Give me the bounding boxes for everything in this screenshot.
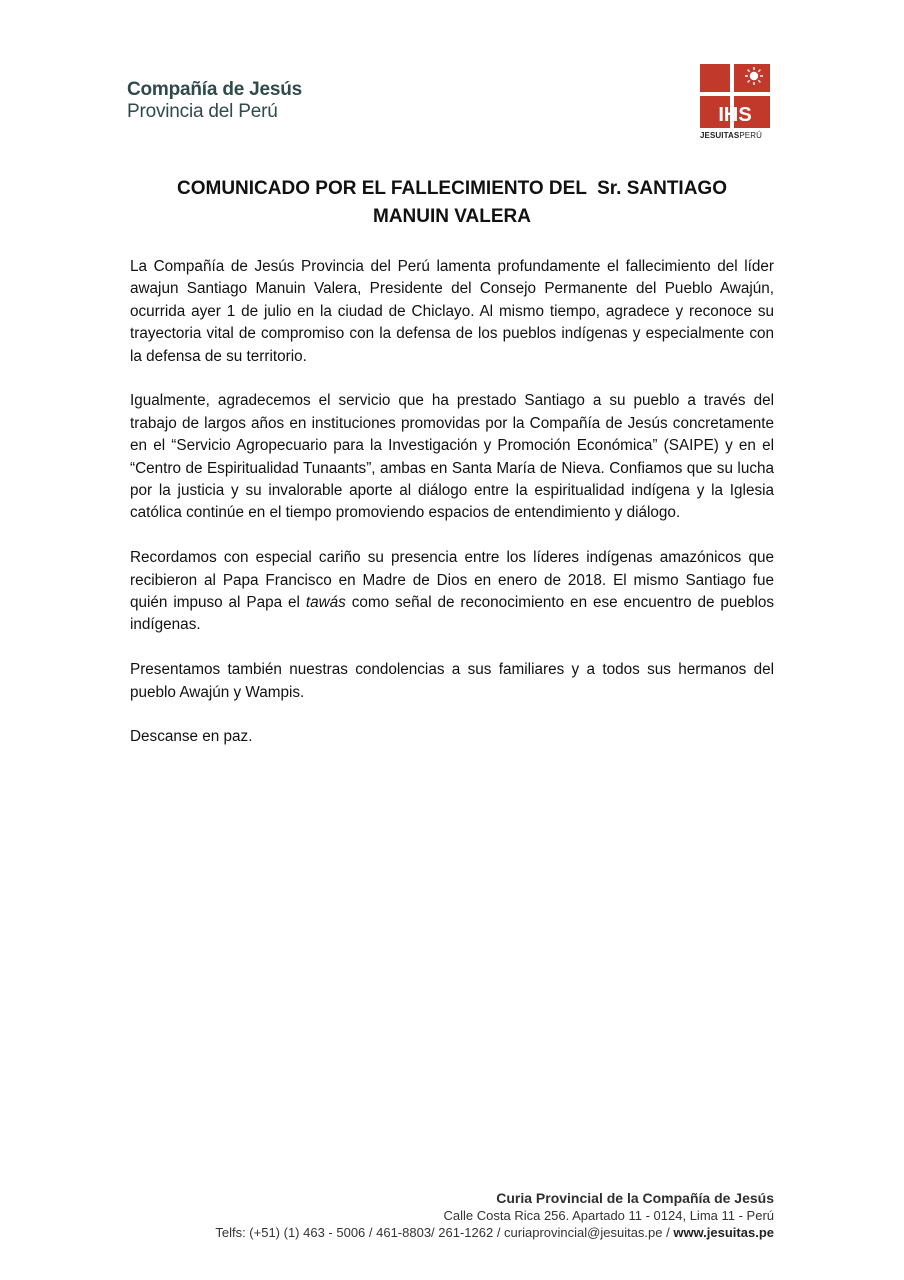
title-line-1: COMUNICADO POR EL FALLECIMIENTO DEL Sr. SANTIAGO [177,178,727,199]
document-body [130,256,774,771]
footer-title: Curia Provincial de la Compañía de Jesús [496,1190,774,1206]
document-title [130,175,774,231]
organization-header [127,79,302,123]
footer-website-link[interactable]: www.jesuitas.pe [673,1225,774,1240]
footer-contact-line [215,1224,774,1241]
logo-caption [700,131,774,140]
logo-monogram: IHS [718,104,752,126]
paragraph-3-end: como señal de reconocimiento en ese encuentro de pueblos indígenas. [130,594,774,634]
paragraph-3-start: Recordamos con especial cariño su presencia entre los líderes indígenas amazónicos que recibieron al Papa Francisco en Madre de Dios en enero de 2018. El mismo Santiago fue quién impuso al Papa el [130,549,774,612]
paragraph-2: Igualmente, agradecemos el servicio que ha prestado Santiago a su pueblo a través del trabajo de largos años en instituciones promovidas por la Compañía de Jesús concretamente en el “Servicio Agropecuario para la Investigación y Promoción Económica” (SAIPE) y en el “Centro de Espiritualidad Tunaants”, ambas en Santa María de Nieva. Confiamos que su lucha por la justicia y su invalorable aporte al diálogo entre la espiritualidad indígena y la Iglesia católica continúe en el tiempo promoviendo espacios de entendimiento y diálogo. [130,392,774,522]
logo-caption-light: PERÚ [739,131,762,140]
organization-subtitle: Provincia del Perú [127,101,278,122]
logo-caption-bold: JESUITAS [700,131,740,140]
title-line-2: MANUIN VALERA [373,206,531,227]
document-footer [215,1190,774,1241]
paragraph-1: La Compañía de Jesús Provincia del Perú lamenta profundamente el fallecimiento del líder awajun Santiago Manuin Valera, Presidente del Consejo Permanente del Pueblo Awajún, ocurrida ayer 1 de julio en la ciudad de Chiclayo. Al mismo tiempo, agradece y reconoce su trayectoria vital de compromiso con la defensa de los pueblos indígenas y especialmente con la defensa de su territorio. [130,258,774,365]
footer-address: Calle Costa Rica 256. Apartado 11 - 0124, Lima 11 - Perú [443,1208,774,1223]
paragraph-3 [130,547,774,637]
paragraph-4: Presentamos también nuestras condolencias a sus familiares y a todos sus hermanos del pueblo Awajún y Wampis. [130,661,774,701]
paragraph-3-italic-word: tawás [305,594,346,612]
organization-name: Compañía de Jesús [127,79,303,100]
jesuitas-peru-logo [700,64,774,140]
footer-contact: Telfs: (+51) (1) 463 - 5006 / 461-8803/ 261-1262 / curiaprovincial@jesuitas.pe / [215,1225,674,1240]
ihs-logo-icon [700,64,770,128]
closing-line: Descanse en paz. [130,728,253,746]
